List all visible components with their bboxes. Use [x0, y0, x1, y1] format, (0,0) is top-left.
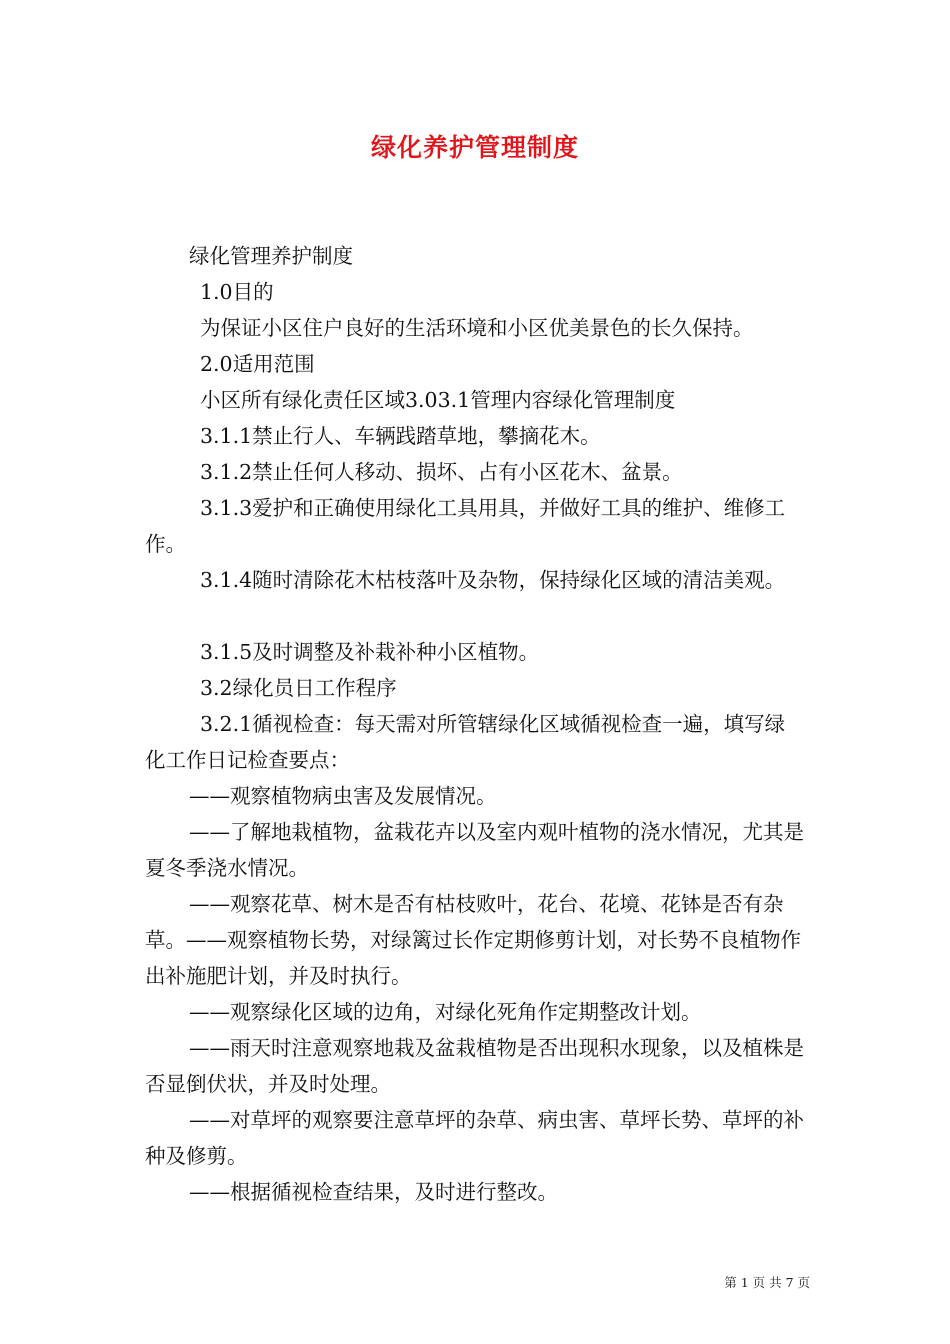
paragraph: 3.2.1循视检查：每天需对所管辖绿化区域循视检查一遍，填写绿化工作日记检查要点：	[145, 712, 786, 772]
paragraph: 绿化管理养护制度	[189, 244, 353, 268]
paragraph: 3.1.5及时调整及补栽补种小区植物。	[200, 640, 540, 664]
paragraph: ——雨天时注意观察地栽及盆栽植物是否出现积水现象，以及植株是否显倒伏状，并及时处理。	[145, 1036, 804, 1096]
paragraph: 3.1.4随时清除花木枯枝落叶及杂物，保持绿化区域的清洁美观。	[200, 568, 786, 592]
paragraph: 3.1.3爱护和正确使用绿化工具用具，并做好工具的维护、维修工作。	[145, 496, 786, 556]
document-title: 绿化养护管理制度	[370, 133, 579, 162]
paragraph: 为保证小区住户良好的生活环境和小区优美景色的长久保持。	[200, 316, 754, 340]
paragraph: ——根据循视检查结果，及时进行整改。	[189, 1180, 558, 1204]
paragraph: 2.0适用范围	[200, 352, 315, 376]
paragraph: 3.2绿化员日工作程序	[200, 676, 397, 700]
paragraph: ——观察花草、树木是否有枯枝败叶，花台、花境、花钵是否有杂草。——观察植物长势，对绿篱过长作定期修剪计划，对长势不良植物作出补施肥计划，并及时执行。	[145, 892, 801, 988]
paragraph: 3.1.1禁止行人、车辆践踏草地，攀摘花木。	[200, 424, 601, 448]
paragraph: ——对草坪的观察要注意草坪的杂草、病虫害、草坪长势、草坪的补种及修剪。	[145, 1108, 804, 1168]
paragraph: 1.0目的	[200, 280, 274, 304]
paragraph: ——观察植物病虫害及发展情况。	[189, 784, 497, 808]
paragraph: ——观察绿化区域的边角，对绿化死角作定期整改计划。	[189, 1000, 702, 1024]
paragraph: ——了解地栽植物，盆栽花卉以及室内观叶植物的浇水情况，尤其是夏冬季浇水情况。	[145, 820, 804, 880]
page-number: 第 1 页 共 7 页	[724, 1275, 810, 1290]
paragraph: 3.1.2禁止任何人移动、损坏、占有小区花木、盆景。	[200, 460, 683, 484]
paragraph: 小区所有绿化责任区域3.03.1管理内容绿化管理制度	[200, 388, 676, 412]
